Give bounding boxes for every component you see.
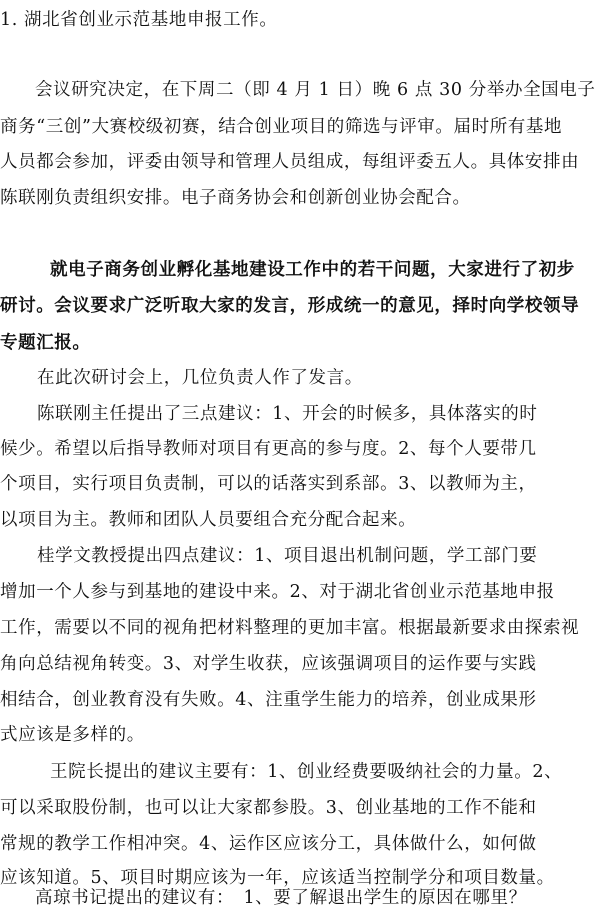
meeting-decision-line-3: 人员都会参加，评委由领导和管理人员组成，每组评委五人。具体安排由 — [0, 152, 580, 172]
meeting-decision-line-2: 商务“三创”大赛校级初赛，结合创业项目的筛选与评审。届时所有基地 — [0, 117, 563, 137]
item-heading: 1. 湖北省创业示范基地申报工作。 — [0, 10, 278, 30]
chen-suggestion-line-2: 候少。希望以后指导教师对项目有更高的参与度。2、每个人要带几 — [0, 439, 537, 459]
gui-suggestion-line-1: 桂学文教授提出四点建议：1、项目退出机制问题，学工部门要 — [37, 546, 538, 566]
wang-suggestion-line-4: 应该知道。5、项目时期应该为一年，应该适当控制学分和项目数量。 — [0, 868, 555, 888]
wang-suggestion-line-1: 王院长提出的建议主要有：1、创业经费要吸纳社会的力量。2、 — [50, 762, 563, 782]
gui-suggestion-line-5: 相结合，创业教育没有失败。4、注重学生能力的培养，创业成果形 — [0, 690, 537, 710]
gui-suggestion-line-3: 工作，需要以不同的视角把材料整理的更加丰富。根据最新要求由探索视 — [0, 618, 580, 638]
chen-suggestion-line-4: 以项目为主。教师和团队人员要组合充分配合起来。 — [0, 510, 417, 530]
chen-suggestion-line-3: 个项目，实行项目负责制，可以的话落实到系部。3、以教师为主， — [0, 474, 537, 494]
speakers-intro: 在此次研讨会上，几位负责人作了发言。 — [37, 368, 363, 388]
chen-suggestion-line-1: 陈联刚主任提出了三点建议：1、开会的时候多，具体落实的时 — [37, 404, 538, 424]
wang-suggestion-line-3: 常规的教学工作相冲突。4、运作区应该分工，具体做什么，如何做 — [0, 834, 537, 854]
discussion-summary-line-1: 就电子商务创业孵化基地建设工作中的若干问题，大家进行了初步 — [50, 260, 575, 280]
meeting-decision-line-1: 会议研究决定，在下周二（即 4 月 1 日）晚 6 点 30 分举办全国电子 — [35, 80, 596, 100]
meeting-decision-line-4: 陈联刚负责组织安排。电子商务协会和创新创业协会配合。 — [0, 188, 471, 208]
gao-suggestion-line-1: 高琼书记提出的建议有： 1、要了解退出学生的原因在哪里？ — [35, 888, 527, 908]
gui-suggestion-line-2: 增加一个人参与到基地的建设中来。2、对于湖北省创业示范基地申报 — [0, 582, 555, 602]
discussion-summary-line-2: 研讨。会议要求广泛听取大家的发言，形成统一的意见，择时向学校领导 — [0, 296, 580, 316]
wang-suggestion-line-2: 可以采取股份制，也可以让大家都参股。3、创业基地的工作不能和 — [0, 798, 537, 818]
gui-suggestion-line-4: 角向总结视角转变。3、对学生收获，应该强调项目的运作要与实践 — [0, 654, 537, 674]
gui-suggestion-line-6: 式应该是多样的。 — [0, 725, 145, 745]
discussion-summary-line-3: 专题汇报。 — [0, 333, 91, 353]
